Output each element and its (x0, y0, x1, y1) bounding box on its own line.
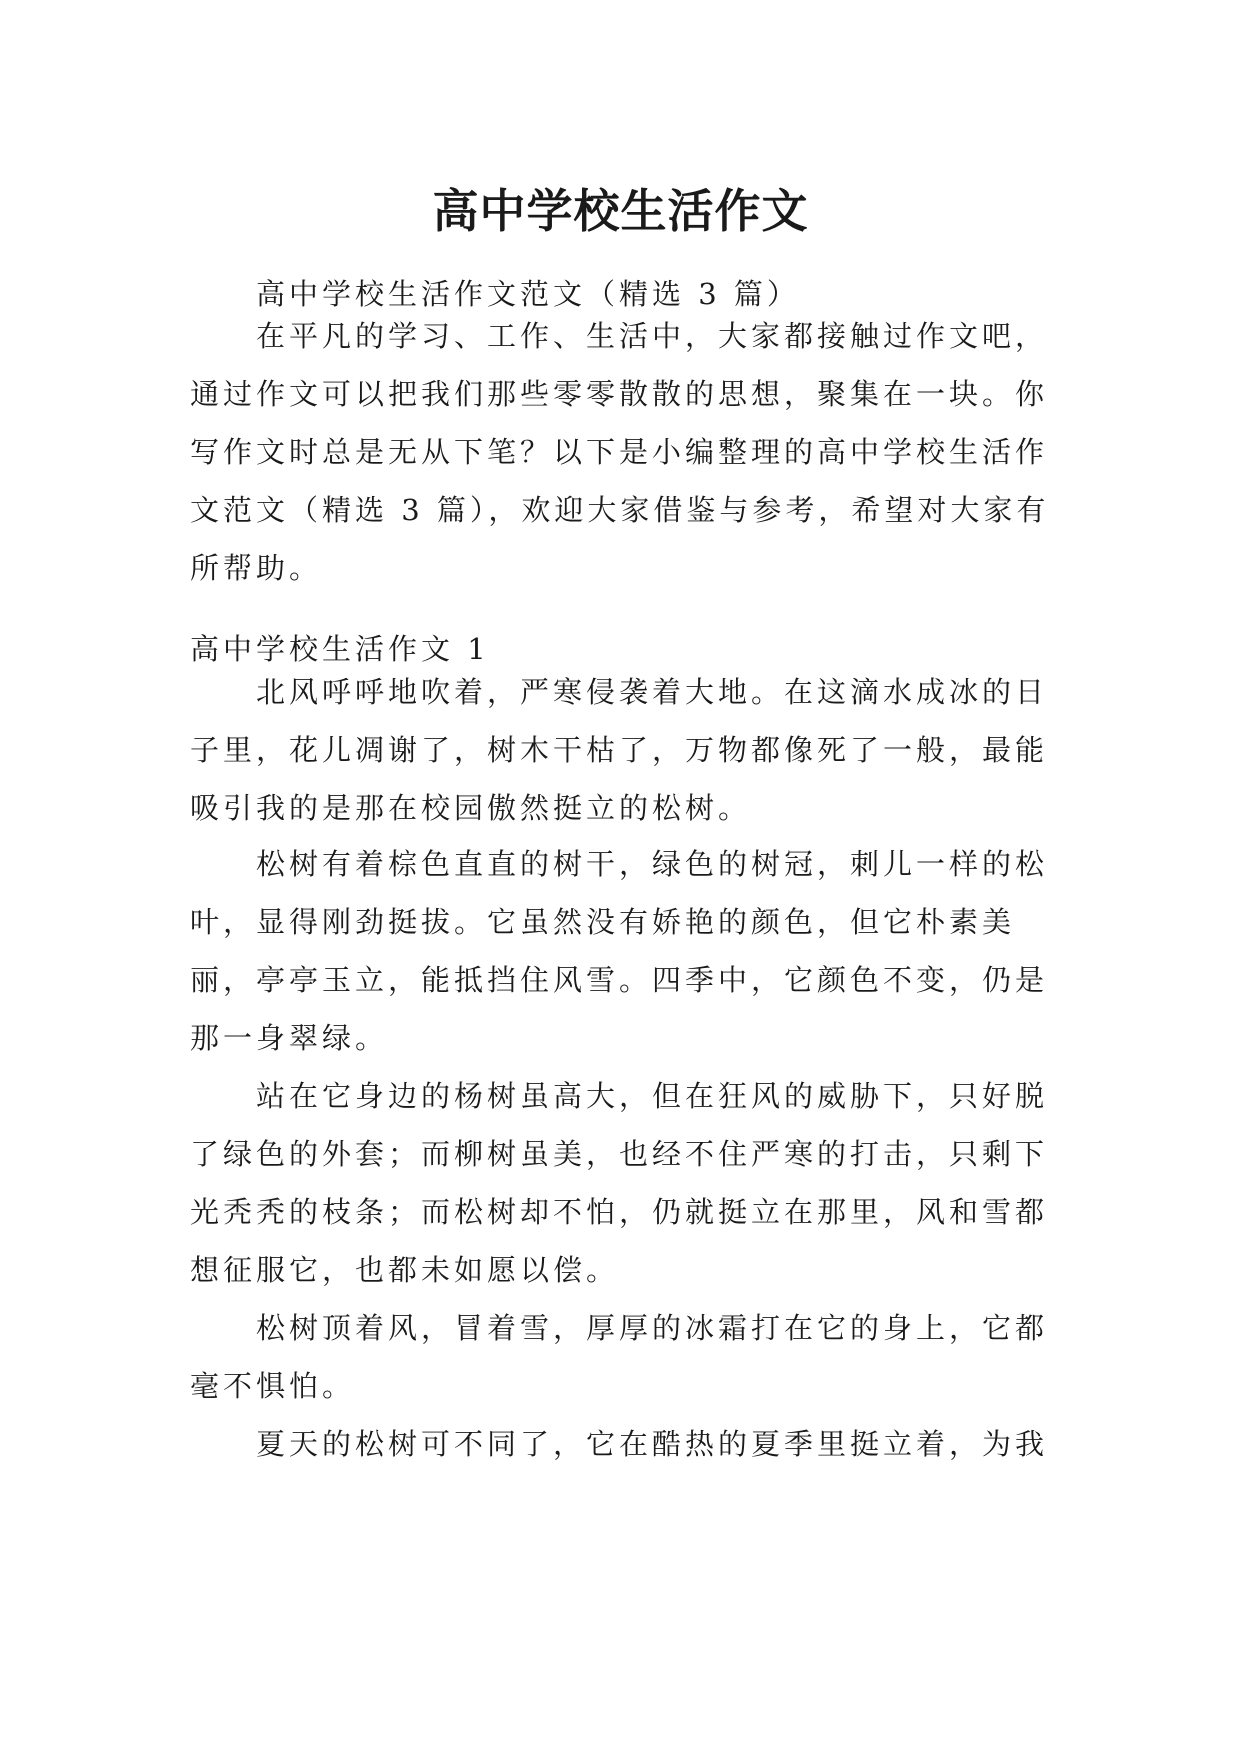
body-paragraph-4: 松树顶着风，冒着雪，厚厚的冰霜打在它的身上，它都毫不惧怕。 (190, 1311, 1049, 1403)
subtitle-line: 高中学校生活作文范文（精选 3 篇） (256, 277, 800, 311)
section-heading: 高中学校生活作文 1 (190, 632, 490, 666)
body-paragraph-5: 夏天的松树可不同了，它在酷热的夏季里挺立着，为我 (256, 1427, 1049, 1461)
body-paragraph-1: 北风呼呼地吹着，严寒侵袭着大地。在这滴水成冰的日子里，花儿凋谢了，树木干枯了，万物都像死了一般，最能吸引我的是那在校园傲然挺立的松树。 (190, 675, 1049, 825)
document-title: 高中学校生活作文 (432, 183, 809, 238)
intro-paragraph: 在平凡的学习、工作、生活中，大家都接触过作文吧，通过作文可以把我们那些零零散散的思想，聚集在一块。你写作文时总是无从下笔？以下是小编整理的高中学校生活作文范文（精选 3 篇），欢迎大家借鉴与参考，希望对大家有所帮助。 (190, 319, 1050, 585)
body-paragraph-2: 松树有着棕色直直的树干，绿色的树冠，刺儿一样的松叶，显得刚劲挺拔。它虽然没有娇艳的颜色，但它朴素美丽，亭亭玉立，能抵挡住风雪。四季中，它颜色不变，仍是那一身翠绿。 (190, 847, 1049, 1055)
body-paragraph-3: 站在它身边的杨树虽高大，但在狂风的威胁下，只好脱了绿色的外套；而柳树虽美，也经不住严寒的打击，只剩下光秃秃的枝条；而松树却不怕，仍就挺立在那里，风和雪都想征服它，也都未如愿以偿。 (190, 1079, 1049, 1287)
